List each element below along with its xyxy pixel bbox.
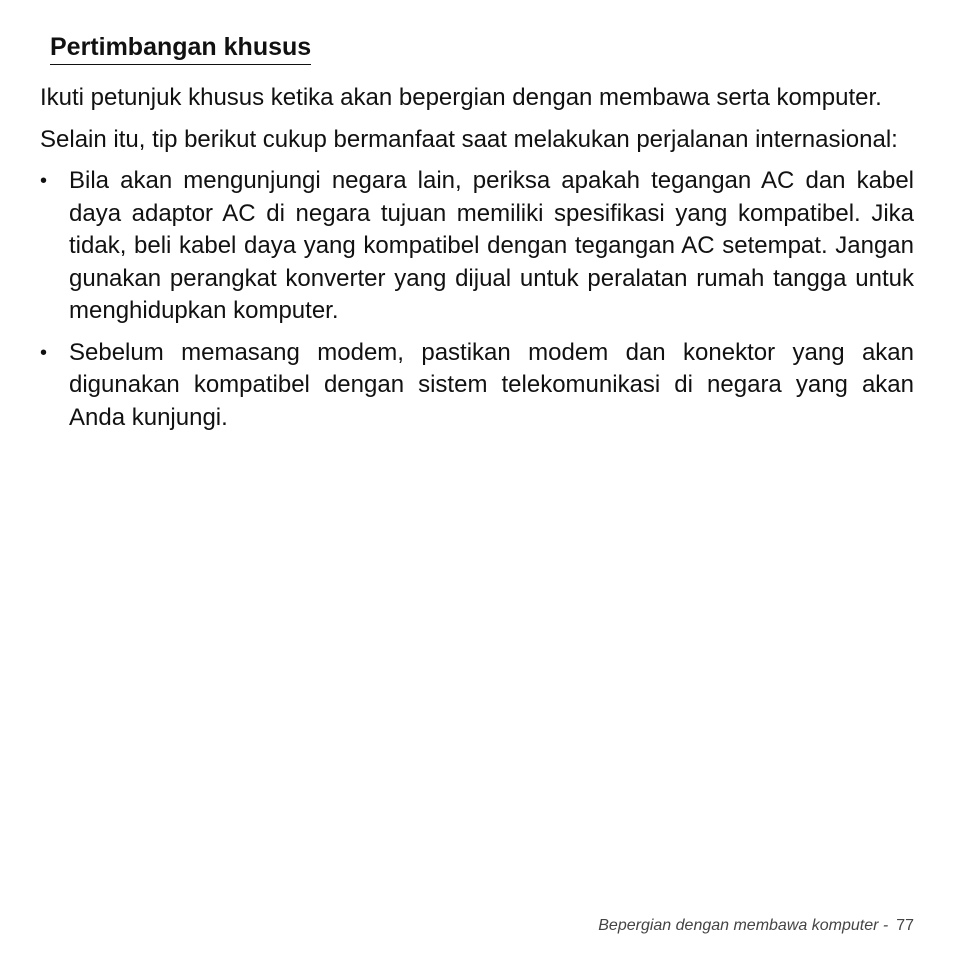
page-footer: [598, 917, 914, 935]
list-item: [40, 165, 914, 328]
footer-chapter-title: Bepergian dengan membawa komputer -: [598, 917, 889, 934]
list-item-text: Bila akan mengunjungi negara lain, periksa apakah tegangan AC dan kabel daya adaptor AC di negara tujuan memiliki spesifikasi yang kompatibel. Jika tidak, beli kabel daya yang kompatibel dengan tegangan AC setempat. Jangan gunakan perangkat konverter yang dijual untuk peralatan rumah tangga untuk menghidupkan komputer.: [69, 167, 914, 324]
body-content: [40, 82, 914, 443]
intro-paragraph: Ikuti petunjuk khusus ketika akan bepergian dengan membawa serta komputer.: [40, 84, 882, 111]
section-heading: Pertimbangan khusus: [50, 31, 311, 65]
bullet-icon: •: [40, 170, 48, 192]
list-item-text: Sebelum memasang modem, pastikan modem dan konektor yang akan digunakan kompatibel dengan sistem telekomunikasi di negara yang akan Anda kunjungi.: [69, 338, 914, 431]
bullet-list: [40, 165, 914, 434]
page-number: 77: [896, 917, 914, 934]
tips-paragraph: Selain itu, tip berikut cukup bermanfaat saat melakukan perjalanan internasional:: [40, 125, 898, 153]
bullet-icon: •: [40, 341, 48, 364]
list-item: [40, 337, 914, 435]
